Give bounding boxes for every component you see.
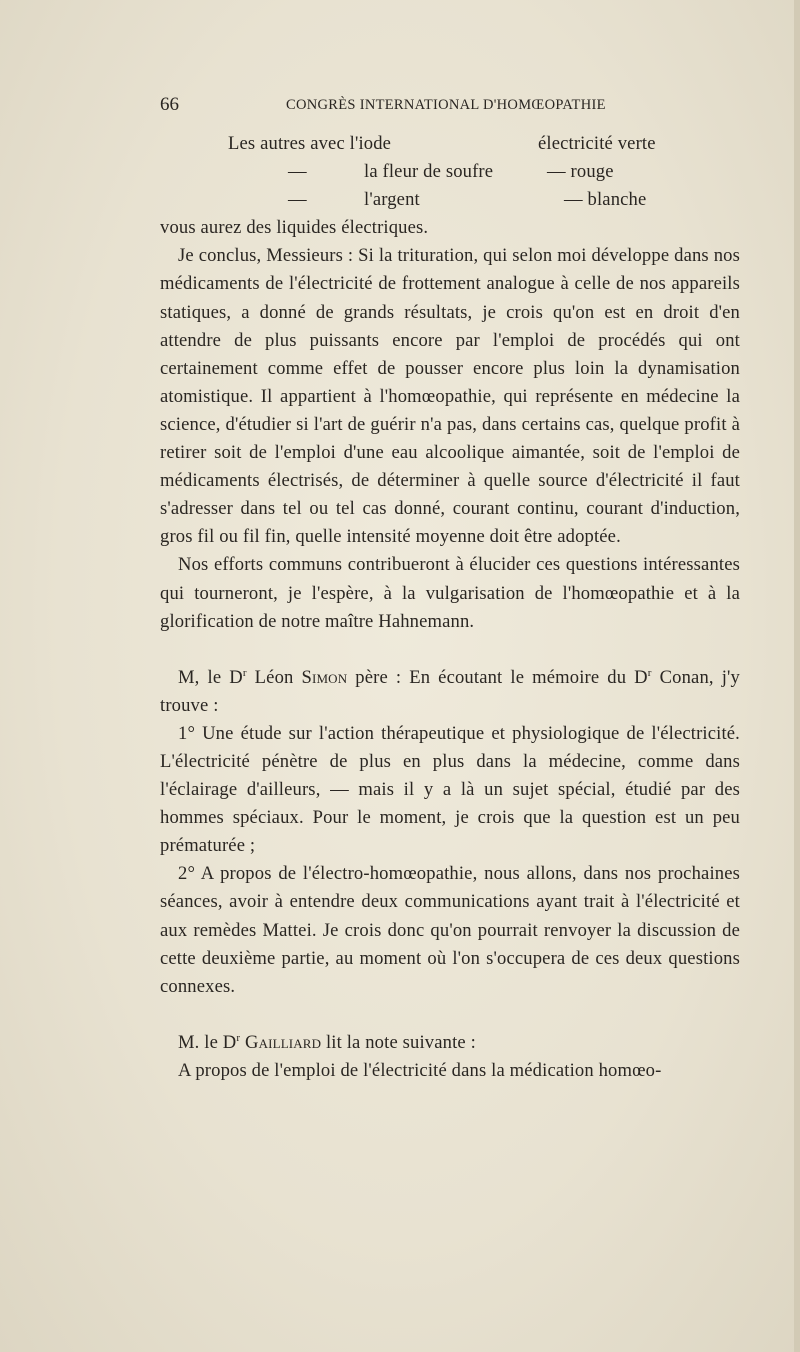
paragraph: A propos de l'emploi de l'électricité dans la médication homœo- [178, 1059, 662, 1081]
text-run: Conan, j'y trouve : [160, 666, 740, 716]
paragraph [160, 1029, 740, 1057]
spacer [160, 636, 740, 664]
paragraph [160, 664, 740, 720]
text-run: M. le D [178, 1031, 237, 1053]
table-cell: électricité verte [538, 133, 656, 154]
table-cell: la fleur de soufre [364, 161, 494, 183]
spacer [160, 1001, 740, 1029]
page-number: 66 [160, 94, 179, 115]
table-cell: — [288, 161, 307, 183]
speaker-name: Gailliard [245, 1031, 322, 1053]
superscript: r [236, 1031, 241, 1044]
table-cell: l'argent [364, 189, 420, 211]
paragraph: Nos efforts communs contribueront à élucider ces questions intéressantes qui tourneront, je l'espère, à la vulgarisation de l'homœopathie et à la glorification de notre maître Hahnemann. [160, 554, 740, 632]
table-row [160, 158, 740, 186]
text-run: Léon [246, 666, 302, 688]
page-header [160, 94, 740, 118]
paragraph: 1° Une étude sur l'action thérapeutique et physiologique de l'électricité. L'électricité pénètre de plus en plus dans la médecine, comme dans l'éclairage d'ailleurs, — mais il y a là un sujet spécial, étudié par des hommes spéciaux. Pour le moment, je crois que la question est un peu prématurée ; [160, 722, 740, 857]
superscript: r [242, 666, 247, 679]
speaker-name: Simon [301, 666, 348, 688]
page-edge [794, 0, 800, 1352]
table-row [160, 130, 740, 158]
paragraph: Je conclus, Messieurs : Si la trituration, qui selon moi développe dans nos médicaments de l'électricité de frottement analogue à celle de nos appareils statiques, a donné de grands résultats, je crois qu'on est en droit d'en attendre de plus puissants encore par l'emploi de procédés qui ont certainement comme effet de pousser encore plus loin la dynamisation atomistique. Il appartient à l'homœopathie, qui représente en médecine la science, d'étudier si l'art de guérir n'a pas, dans certains cas, quelque profit à retirer soit de l'emploi d'une eau alcoolique aimantée, soit de l'emploi de médicaments électrisés, de déterminer à quelle source d'électricité il faut s'adresser dans tel ou tel cas donné, courant continu, courant d'induction, gros fil ou fil fin, quelle intensité moyenne doit être adoptée. [160, 245, 740, 548]
table-cell: Les autres avec l'iode [228, 133, 392, 154]
table-row [160, 186, 740, 214]
table-cell: — [288, 189, 307, 211]
body-text [160, 130, 740, 1085]
table-cell: — blanche [564, 189, 647, 211]
text-run: père : En écoutant le mémoire du D [347, 666, 648, 688]
text-run: lit la note suivante : [321, 1031, 476, 1053]
superscript: r [647, 666, 652, 679]
paragraph: vous aurez des liquides électriques. [160, 217, 429, 239]
paragraph: 2° A propos de l'électro-homœopathie, nous allons, dans nos prochaines séances, avoir à entendre deux communications ayant trait à l'électricité et aux remèdes Mattei. Je crois donc qu'on pourrait renvoyer la discussion de cette deuxième partie, au moment où l'on s'occupera de ces deux questions connexes. [160, 863, 740, 997]
text-run: M, le D [178, 666, 243, 688]
running-title: CONGRÈS INTERNATIONAL D'HOMŒOPATHIE [286, 97, 606, 113]
table-cell: — rouge [547, 161, 614, 183]
